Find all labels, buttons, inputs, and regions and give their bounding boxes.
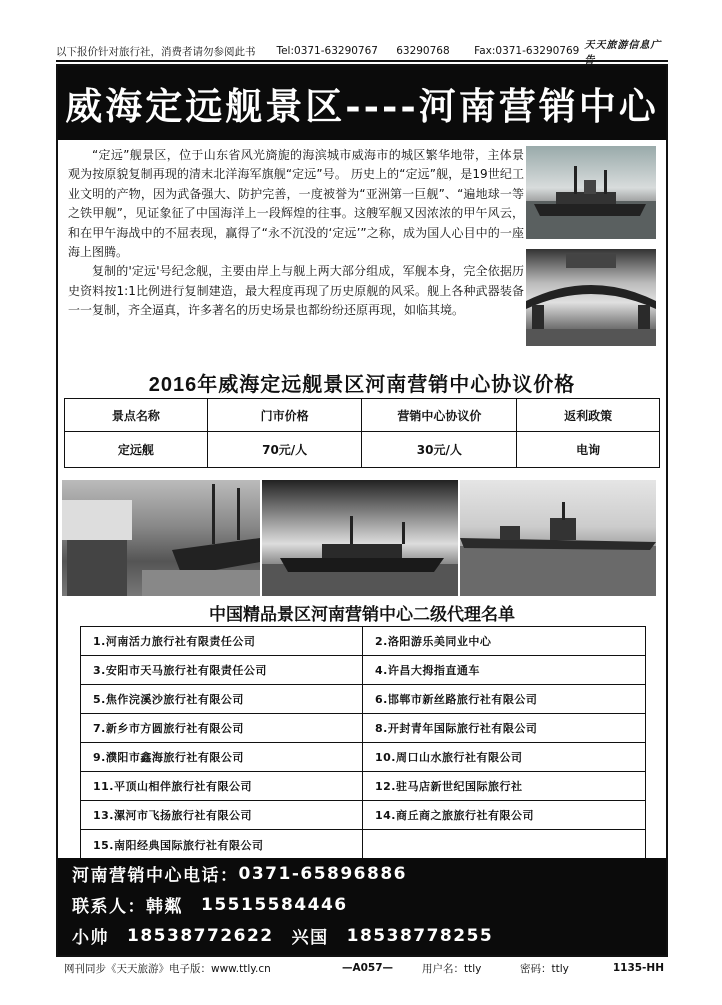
- password-text: 密码：ttly: [520, 962, 569, 975]
- intro-paragraph-1: “定远”舰景区，位于山东省风光旖旎的海滨城市威海市的城区繁华地带，主体景观为按原貌复制再现的清末北洋海军旗舰“定远”号。 历史上的“定远”舰，是19世纪工业文明的产物，因为武备强大、防护完善，一度被誉为“亚洲第一巨舰”、“遍地球一等之铁甲舰”，见证象征了中国海洋上一段辉煌的往事。这艘军舰又因浓浓的甲午风云，和在甲午海战中的不屈表现，赢得了“永不沉没的‘定远’”之称，成为国人心目中的一座海上图腾。: [68, 148, 524, 260]
- intro-paragraph-2: 复制的'定远'号纪念舰，主要由岸上与舰上两大部分组成，军舰本身，完全依据历史资料按1:1比例进行复制建造，最大程度再现了历史原舰的风采。舰上各种武器装备一一复制，齐全逼真，许多著名的历史场景也都纷纷还原再现，如临其境。: [68, 264, 524, 318]
- intro-text: [68, 146, 524, 321]
- agent-item: 4.许昌大拇指直通车: [375, 664, 480, 677]
- contact3-name: 兴国: [291, 928, 329, 948]
- agents-row: [81, 830, 645, 859]
- price-cell: 70元/人: [207, 432, 362, 468]
- agent-item: 1.河南活力旅行社有限责任公司: [81, 627, 363, 655]
- price-section-title: 2016年威海定远舰景区河南营销中心协议价格: [148, 374, 576, 396]
- contact2-phone: 18538772622: [127, 925, 274, 946]
- page-title: 威海定远舰景区----河南营销中心: [65, 84, 659, 128]
- contact-extra-line: [72, 920, 666, 951]
- agents-row: [81, 743, 645, 772]
- agents-row: [81, 801, 645, 830]
- price-cell: 定远舰: [65, 432, 208, 468]
- agent-item: 14.商丘商之旅旅行社有限公司: [375, 809, 534, 822]
- price-table-header: [65, 399, 660, 432]
- person-phone: 15515584446: [201, 894, 348, 915]
- price-cell: 30元/人: [362, 432, 517, 468]
- tel-number: Tel:0371-63290767: [276, 45, 378, 57]
- agents-row: [81, 685, 645, 714]
- agents-row: [81, 772, 645, 801]
- phone-number: 0371-65896886: [238, 863, 407, 884]
- contact-banner: [58, 858, 666, 955]
- sync-text: 网刊同步《天天旅游》电子版：www.ttly.cn: [64, 962, 271, 975]
- username-text: 用户名：ttly: [422, 962, 482, 975]
- title-banner: [58, 66, 666, 140]
- agent-item: 13.漯河市飞扬旅行社有限公司: [81, 801, 363, 829]
- agent-item-empty: [363, 830, 645, 859]
- agents-section-title: 中国精品景区河南营销中心二级代理名单: [209, 605, 515, 624]
- agents-row: [81, 627, 645, 656]
- scenic-gate-photo: [526, 249, 656, 346]
- agent-item: 11.平顶山相伴旅行社有限公司: [81, 772, 363, 800]
- agent-item: 8.开封青年国际旅行社有限公司: [375, 722, 538, 735]
- ad-frame: [56, 64, 668, 957]
- agent-item: 12.驻马店新世纪国际旅行社: [375, 780, 523, 793]
- agents-table: [80, 626, 646, 860]
- ship-at-sea-photo: [262, 480, 458, 596]
- agent-item: 7.新乡市方圆旅行社有限公司: [81, 714, 363, 742]
- harbor-photo: [62, 480, 260, 596]
- person-label: 联系人：: [72, 897, 146, 917]
- price-cell: 电询: [517, 432, 660, 468]
- agent-item: 5.焦作浣溪沙旅行社有限公司: [81, 685, 363, 713]
- price-header-cell: 门市价格: [207, 399, 362, 432]
- top-info-bar: [56, 40, 668, 66]
- contact-phone-line: [72, 858, 666, 889]
- agents-row: [81, 714, 645, 743]
- agent-item: 10.周口山水旅行社有限公司: [375, 751, 523, 764]
- warship-photo: [460, 480, 656, 596]
- fax-number: Fax:0371-63290769: [474, 45, 580, 57]
- contact-person-line: [72, 889, 666, 920]
- price-header-cell: 景点名称: [65, 399, 208, 432]
- disclaimer-text: 以下报价针对旅行社，消费者请勿参阅此书: [56, 45, 256, 58]
- page-number: —A057—: [342, 962, 394, 974]
- price-table-row: [65, 432, 660, 468]
- agent-item: 15.南阳经典国际旅行社有限公司: [81, 830, 363, 859]
- price-table: [64, 398, 660, 468]
- footer-bar: [56, 958, 668, 978]
- phone-label: 河南营销中心电话：: [72, 866, 239, 886]
- agent-item: 9.濮阳市鑫海旅行社有限公司: [81, 743, 363, 771]
- contact2-name: 小帅: [72, 928, 109, 948]
- contact3-phone: 18538778255: [346, 925, 494, 946]
- agent-item: 6.邯郸市新丝路旅行社有限公司: [375, 693, 538, 706]
- person-name: 韩粼: [146, 897, 183, 917]
- price-header-cell: 返利政策: [517, 399, 660, 432]
- tel-number-2: 63290768: [396, 45, 450, 57]
- agent-item: 2.洛阳游乐美同业中心: [375, 635, 492, 648]
- brand-label: 天天旅游信息广告: [584, 40, 662, 66]
- price-header-cell: 营销中心协议价: [362, 399, 517, 432]
- agents-row: [81, 656, 645, 685]
- battleship-photo: [526, 146, 656, 239]
- agent-item: 3.安阳市天马旅行社有限责任公司: [81, 656, 363, 684]
- issue-code: 1135-HH: [612, 962, 664, 974]
